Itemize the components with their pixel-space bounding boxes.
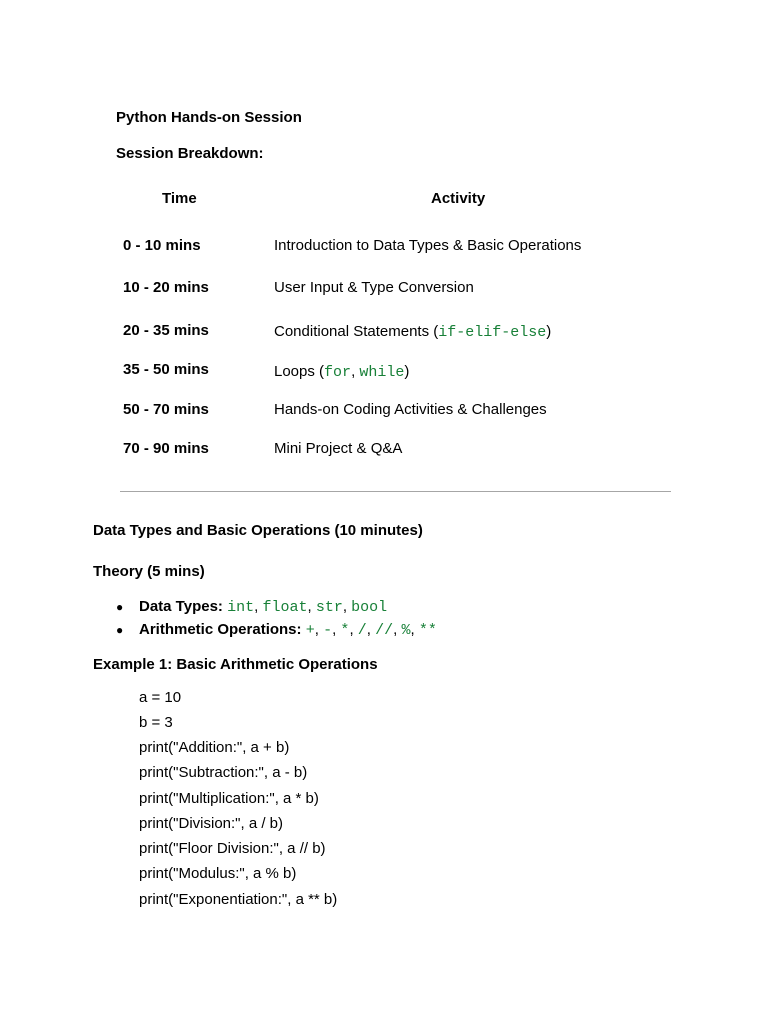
code-line: print("Subtraction:", a - b)	[139, 764, 308, 781]
section-heading: Data Types and Basic Operations (10 minutes)	[93, 522, 423, 539]
inline-code: /	[357, 622, 367, 639]
bullet-icon: ●	[116, 623, 124, 637]
bullet-content	[139, 621, 437, 639]
separator: ,	[314, 621, 324, 638]
activity-text: ,	[351, 363, 360, 380]
example-heading: Example 1: Basic Arithmetic Operations	[93, 656, 378, 673]
code-line: print("Division:", a / b)	[139, 815, 284, 832]
inline-code: -	[323, 622, 333, 639]
table-cell-time: 70 - 90 mins	[123, 440, 209, 457]
activity-text: Conditional Statements (	[274, 323, 439, 340]
inline-code: if-elif-else	[438, 324, 547, 341]
inline-code: bool	[351, 599, 388, 616]
table-cell-time: 20 - 35 mins	[123, 322, 209, 339]
separator: ,	[307, 598, 316, 615]
bullet-label: Data Types:	[139, 598, 223, 615]
table-cell-time: 10 - 20 mins	[123, 279, 209, 296]
table-header-time: Time	[162, 190, 197, 207]
breakdown-heading: Session Breakdown:	[116, 145, 264, 162]
table-cell-activity: Mini Project & Q&A	[274, 440, 403, 457]
inline-code: str	[315, 599, 343, 616]
separator: ,	[349, 621, 358, 638]
code-line: print("Modulus:", a % b)	[139, 865, 297, 882]
inline-code: for	[324, 364, 352, 381]
table-cell-activity: Hands-on Coding Activities & Challenges	[274, 401, 547, 418]
code-line: print("Floor Division:", a // b)	[139, 840, 326, 857]
table-cell-time: 50 - 70 mins	[123, 401, 209, 418]
inline-code: //	[375, 622, 394, 639]
code-line: a = 10	[139, 689, 182, 706]
theory-heading: Theory (5 mins)	[93, 563, 205, 580]
table-cell-time: 0 - 10 mins	[123, 237, 201, 254]
separator: ,	[366, 621, 376, 638]
document-title: Python Hands-on Session	[116, 109, 302, 126]
table-cell-activity: Introduction to Data Types & Basic Operations	[274, 237, 582, 254]
code-line: print("Multiplication:", a * b)	[139, 790, 319, 807]
activity-text: )	[404, 363, 410, 380]
code-line: print("Exponentiation:", a ** b)	[139, 891, 338, 908]
table-cell-activity	[274, 363, 409, 381]
separator: ,	[254, 598, 263, 615]
table-cell-activity: User Input & Type Conversion	[274, 279, 474, 296]
inline-code: while	[359, 364, 405, 381]
inline-code: *	[340, 622, 350, 639]
inline-code: int	[227, 599, 255, 616]
table-header-activity: Activity	[431, 190, 486, 207]
separator: ,	[342, 598, 352, 615]
table-cell-activity	[274, 323, 551, 341]
inline-code: +	[305, 622, 315, 639]
table-cell-time: 35 - 50 mins	[123, 361, 209, 378]
horizontal-rule	[120, 491, 671, 492]
separator: ,	[393, 621, 402, 638]
activity-text: Loops (	[274, 363, 325, 380]
bullet-content	[139, 598, 387, 616]
bullet-label: Arithmetic Operations:	[139, 621, 302, 638]
separator: ,	[332, 621, 341, 638]
separator: ,	[410, 621, 419, 638]
inline-code: float	[262, 599, 308, 616]
bullet-icon: ●	[116, 600, 124, 614]
inline-code: **	[418, 622, 437, 639]
code-line: b = 3	[139, 714, 173, 731]
inline-code: %	[401, 622, 411, 639]
activity-text: )	[546, 323, 552, 340]
code-line: print("Addition:", a + b)	[139, 739, 290, 756]
